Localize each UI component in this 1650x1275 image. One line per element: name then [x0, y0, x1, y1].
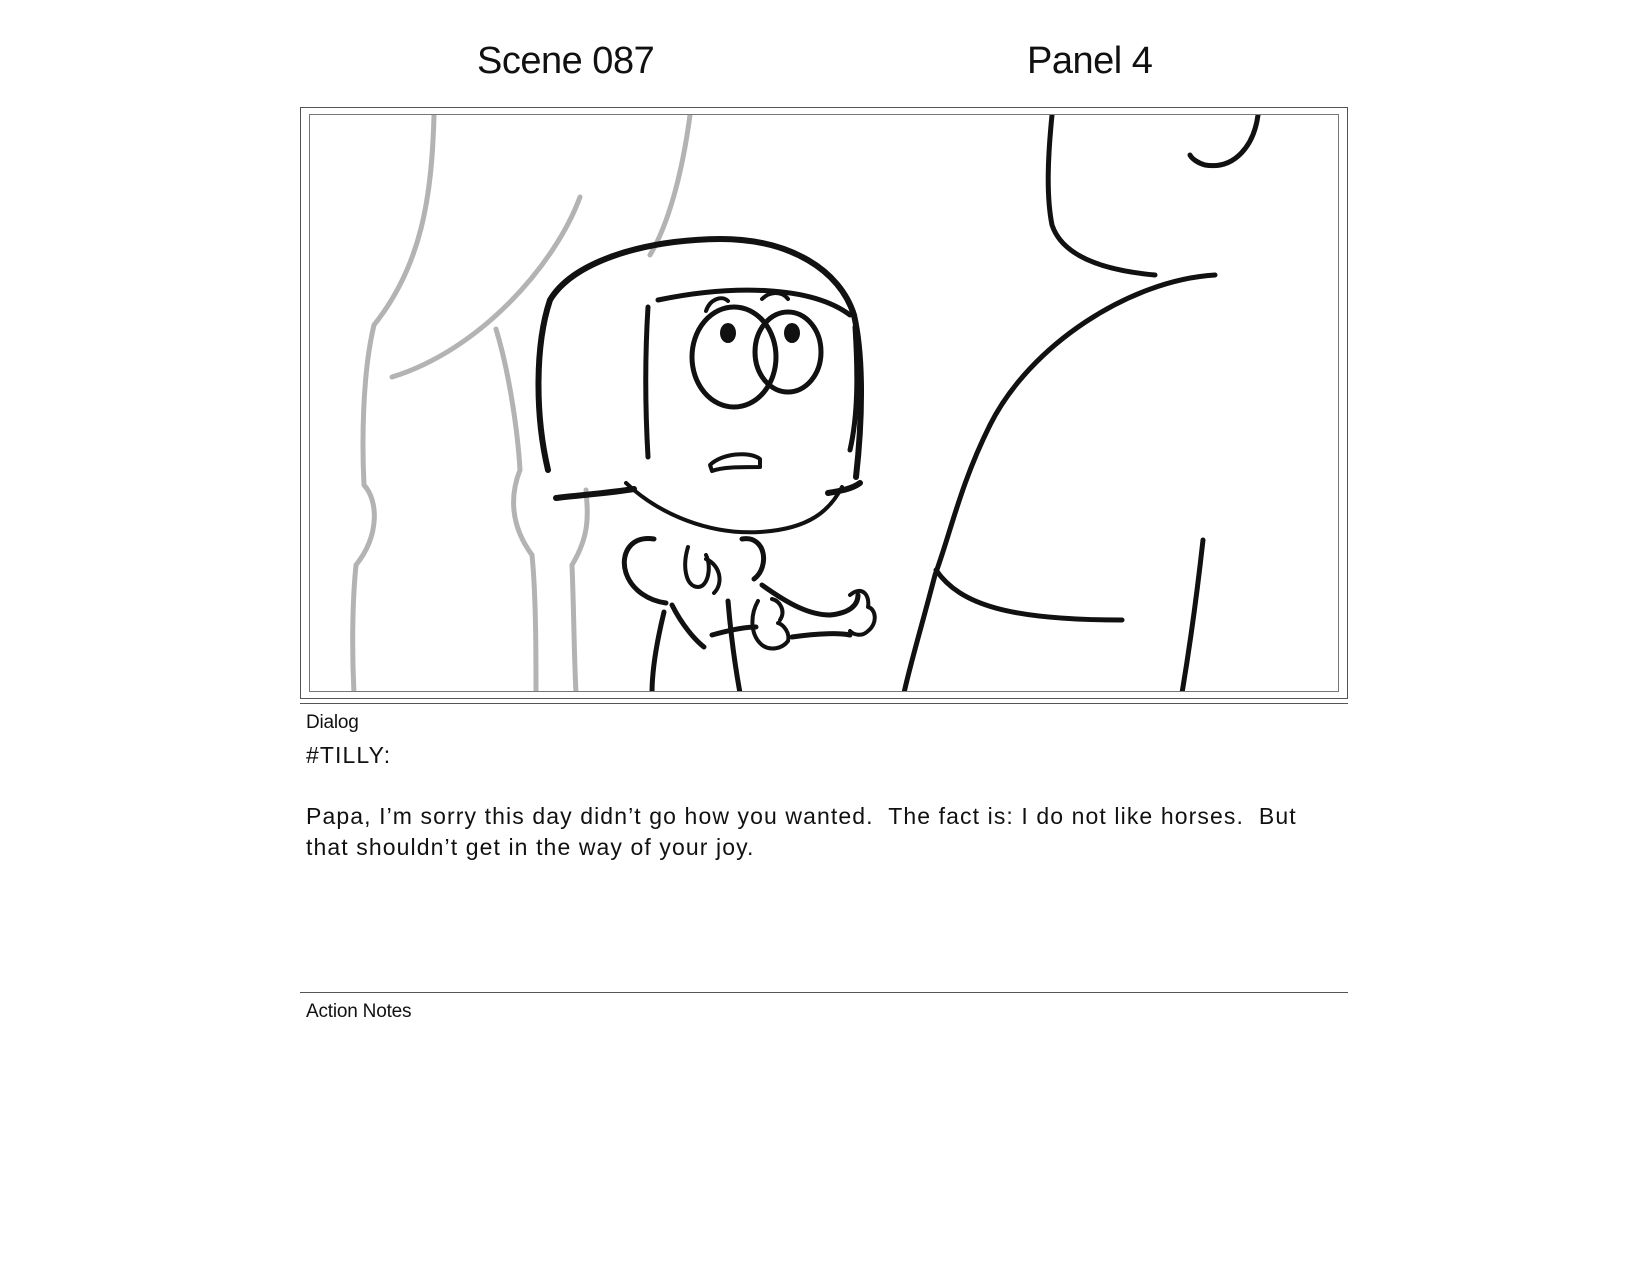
storyboard-panel-frame [300, 107, 1348, 699]
adult-figure-sketch [904, 115, 1258, 692]
action-notes-label: Action Notes [306, 1001, 412, 1022]
dialog-speaker: #TILLY: [306, 742, 392, 768]
storyboard-sketch-image [310, 115, 1339, 692]
panel-number: Panel 4 [1027, 40, 1153, 82]
action-notes-divider [300, 992, 1348, 993]
dialog-line: Papa, I’m sorry this day didn’t go how you wanted. The fact is: I do not like horses. But that shouldn’t get in the way of your joy. [306, 803, 1305, 860]
curtain-sketch [353, 115, 690, 692]
scene-number: Scene 087 [477, 40, 655, 82]
dialog-divider [300, 703, 1348, 704]
tilly-character-sketch [538, 239, 874, 692]
dialog-section-label: Dialog [306, 712, 359, 733]
storyboard-panel-image [309, 114, 1339, 692]
